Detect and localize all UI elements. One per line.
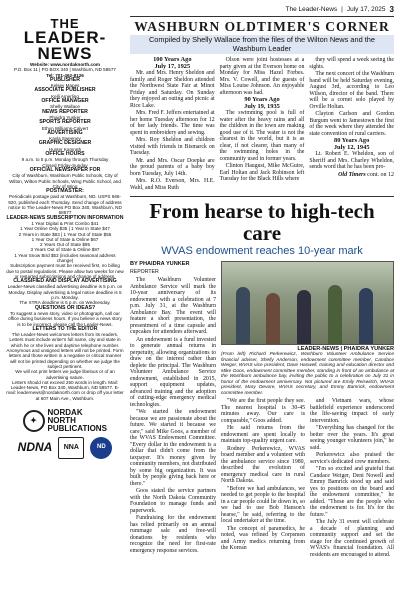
section-divider [130,196,394,197]
story-photo [221,261,394,345]
compass-icon: ✦ [23,410,45,432]
story-col-2 [221,398,305,559]
staff-role: NEWS REPORTER [42,108,88,115]
publisher-logos [6,409,124,459]
story-col-1-text [130,277,216,554]
oldtimer-col-2-text-b [220,110,305,183]
oldtimer-paragraph: Olson were joint hostesses at a party given at the Everson home on Monday for Miss Hazel Forbes. Mrs. V. Cowell, and the guests of Miss Louise Johnson. An enjoyable afternoon was had. [219,57,305,96]
info-line: We will not print letters we judge libelous or of an advertising nature. [15,369,115,380]
oldtimer-date: July 17, 1925 [154,62,191,70]
story-paragraph: The Washburn Volunteer Ambulance Service will mark the 10-year anniversary of its endowment with a celebration at 7 p.m. July 31, at the Washburn Ambulance Bay. The event will feature a short presentation, the presentment of a time capsule and cupcakes for attendees afterward. [130,277,216,336]
nna-logo: NNA [58,437,84,459]
story-paragraph: "We started the endowment because we are passionate about the future. We started it because we care," said Mike Goos, a member of the WVAS Endowment Committee. "Every dollar in the endowment is a dollar that didn't come from the taxpayer. It's money given by community members, not distributed by some big organization. It was built by people giving back here or there." [130,409,216,487]
info-line: City of Washburn, Washburn Public Schools, City of Wilton, Wilton Public Schools, Wing Public School, and City of Wing [9,173,121,189]
oldtimer-paragraph: The next concert of the Washburn band will be held Saturday evening, August 3rd, according to Leo Wilson, director of the band. There will be a cornet solo played by Orville Holtan. [309,71,395,110]
info-line: 1 Year Digital & Print Combo $41 [31,220,99,226]
staff-name: Ethyn Williams-Calvert [41,125,89,131]
story-paragraph: "I'm so excited and grateful that Candace Weiger, Deni Nowell and Emmy Bamrick stood up and said yes to positions on the board and the endowment committee," he added. "Those are the people who the endowment is for. It's for the future." [310,466,394,518]
oldtimer-columns [130,57,394,192]
story-col-1 [130,261,216,559]
oldtimer-paragraph: Mr. and Mrs. Oscar Doepke are the proud parents of a baby boy born Tuesday, July 14th. [130,157,215,177]
oldtimer-year-heading: 80 Years Ago [334,137,370,145]
oldtimer-paragraph: Mr. and Mrs. Henry Sheldon and family and Roger Sheldon attended the Northwest State Fair at Minot Friday and Saturday. On Sunday they enjoyed an outing and picnic at Rice Lake. [130,70,215,109]
info-line: To suggest a news story, video or photograph, call our office during business hours. If you believe a news story is to be incorrect, please call the Leader-News. [8,310,122,327]
oldtimer-paragraph: Mrs. R.O. Everson, Mrs. H.E. Wahl, and Miss Ruth [130,178,215,191]
staff-role: SPORTS REPORTER [39,119,91,126]
oldtimer-col-1 [130,57,215,192]
masthead-address: P.O. Box 11 | PO BOX 340 | Washburn, ND 58577 [14,67,116,73]
info-list [6,152,124,401]
info-heading: OFFICE HOURS [45,151,85,158]
info-heading: QUESTIONS OR IDEAS? [34,304,96,311]
staff-role: GRAPHIC DESIGNER [38,140,92,147]
oldtimer-paragraph: Mrs. Fred F. Jeffers entertained at her home Tuesday afternoon for 12 of her lady friends. The time was spent in embroidery and sewing. [130,110,215,136]
info-line: 2 Years in State $83 | 1 Year Out of State $55 [18,231,112,237]
page-number: 3 [389,4,394,14]
staff-name: Shelly Wallace [50,104,80,110]
byline: BY PHAIDRA YUNKER [130,261,190,268]
info-line: 1 Year Online Only $35 | 1 Year in State $47 [20,226,110,232]
photo-person [236,287,250,344]
running-head-date: July 17, 2025 [346,5,386,13]
story-paragraph: An endowment is a fund invested to generate annual returns in perpetuity, allowing organizations to draw on the interest rather than deplete the principal. The Washburn Volunteer Ambulance Service endowment, established in 2015, support equipment updates, advanced training and the adoption of cutting-edge emergency medical technologies. [130,336,216,408]
masthead-column [6,16,124,559]
oldtimer-paragraph: Mrs. Roy Sheldon and children visited with friends in Bismarck on Tuesday. [130,137,215,157]
oldtimer-col-1-text [130,70,215,191]
info-line: Subscription payment must be received first, no billing due to postal regulations. Please allow two weeks for new or restarted subscriptions and change of address. [6,263,124,279]
masthead-name: LEADER-NEWS [23,28,107,63]
photo-person [359,288,373,344]
info-heading: POSTMASTER: [46,188,84,195]
masthead-the: THE [50,16,80,31]
info-line: Closed Friday-Sunday [42,162,88,168]
info-line: 1 Year Out of State & Online $67 [31,236,99,242]
story-right [221,261,394,559]
story-paragraph: and Vietnam wars, whose battlefield experience underscored the life-saving impact of early intervention. [310,398,394,424]
story-deck: WVAS endowment reaches 10-year mark [161,245,363,258]
oldtimer-col-2-text [220,57,305,96]
story-paragraph: The July 31 event will celebrate a decade of planning and community support and set the stage for the continued growth of WVAS's financial foundation. All residents are encouraged to attend. [310,519,394,558]
photo-person [328,285,342,344]
story-paragraph: "We are the first people they see. The nearest hospital is 30-45 minutes away. Our care is comparable," Goos added. [221,398,305,424]
story-col-3 [310,398,394,559]
info-heading: LETTERS TO THE EDITOR [32,325,98,332]
staff-role: ASSOCIATE PUBLISHER [34,87,96,94]
staff-name: Kelli Amerling [51,93,79,99]
continued-label: Old Timers [338,171,366,178]
oldtimer-col-3 [309,57,394,192]
photo-caption: (From left) Richard Perkerewicz, Washburn Volunteer Ambulance Service financial adviser, Shelly Anderson, endowment committee member, Candace Weiger, WVAS vice president, Dave Haswell, training and education director and Mike Goos, endowment committee member, standing in front of an ambulance at the Washburn ambulance bay, inviting the public to a celebration on July 31 in honor of the endowment anniversary. Not pictured are Emily Reiswitch, WVAS president, Mary Devore, WVAS secretary, and Emmy Bamrick, endowment committee member. [221,352,394,396]
story-paragraph: He said returns from the endowment are spent locally to maintain top-quality urgent care. [221,425,305,445]
story-lower-cols [221,398,394,559]
oldtimer-date: July 19, 1935 [244,102,280,110]
oldtimer-col-3-text-b [309,151,394,171]
oldtimer-paragraph: Clayton Carlson and Gordon Burgum went to Jamestown the first of the week where they attended the state convention of rural carriers. [309,111,395,137]
staff-name: Phaidra Yunker [49,114,81,120]
ndna-logo: NDNA [17,440,53,455]
nordak-north-logo [23,409,108,433]
masthead-website[interactable]: Website: www.nordaknorth.com [30,62,100,67]
info-line: 2 Years Out of State $95 [39,242,91,248]
info-line: 9 a.m. to 5 p.m. Monday through Thursday [21,157,109,163]
staff-name: Kelsey Mapes [50,83,80,89]
running-head-publication: The Leader-News [285,5,338,13]
oldtimer-paragraph: The swimming pool is full of water after the heavy rains and all the children in the town are making good use of it. The water is not the clearest in the world, but it is as clear, if not clearer, than many of the swimming holes in the community used in former years. [219,110,305,162]
staff-name: Kayla Sweeney [49,136,81,142]
byline-role: REPORTER [130,268,159,275]
staff-list [6,78,124,152]
staff-role: PUBLISHER [50,76,80,83]
oldtimer-title: WASHBURN OLDTIMER'S CORNER [130,16,394,34]
info-line: The Leader-News welcomes letters from its readers. Letters must include writer's full name, city and state in which he or she lives and daytime telephone number. Anonymous and unsigned letters will not be printed. Form letters and those written in a negative or critical manner will not be printed depending on whether we judge the subject pertinent. [6,332,124,369]
photo-person [297,290,311,344]
info-line: Periodicals postage paid at Washburn, ND. USPS 666-920, published each Thursday. Send change of address notice to The Leader-News PO Box 340, Washburn, ND 58577 [8,194,122,216]
info-line: 3 Years Out of State & Online $97 [30,247,100,253]
staff-role: OFFICE MANAGER [41,98,89,105]
story-paragraph: The concept of paramedics, he noted, was refined by Corpsmen and Army medics returning from the Korean [221,525,305,552]
oldtimer-date: July 12, 1945 [333,143,370,151]
oldtimer-paragraph: they will spend a week seeing the sights. [309,57,395,70]
staff-role: ADVERTISING [47,129,83,136]
oldtimer-year-heading: 100 Years Ago [153,56,192,64]
masthead-phone: Tel: 701-462-8126 [46,72,84,78]
oldtimer-paragraph: Lt. Robert E. Wheldon, son of Sheriff and Mrs. Charley Wheldon, sends word that he has been pro- [309,151,395,171]
info-heading: LEADER-NEWS SUBSCRIPTION INFORMATION [6,214,124,221]
oldtimer-paragraph: Clinton Haugust, Mike McGuire, Earl Holtan and Jack Robinson left Tuesday for the Black Hills where [219,163,305,183]
oldtimer-col-2 [220,57,305,192]
continued-page: cont. on 12 [367,171,395,178]
nordak-north-text: NORDAK NORTH PUBLICATIONS [47,408,107,433]
oldtimer-subtitle: Compiled by Shelly Wallace from the files of the Wilton News and the Washburn Leader [130,35,394,54]
oldtimer-continued[interactable] [309,172,394,179]
info-heading: OFFICIAL NEWSPAPER FOR [29,166,101,173]
info-line: 1 Year Snow Bird $53 (includes seasonal address change) [14,252,116,263]
running-head: The Leader-News | July 17, 2025 3 [285,4,394,14]
story-headline: From hearse to high-tech care [149,199,375,246]
story-body [130,261,394,559]
main-content [130,16,394,559]
story-paragraph: "Everything has changed for the better over the years. It's great seeing younger volunteers join," he said. [310,425,394,451]
info-line: Leader-News classified advertising deadline is 5 p.m. on Monday. Display advertising & legal notice deadline is 5 p.m. Monday. [7,284,123,301]
nd-seal-logo: ND [90,437,112,459]
photo-credit: LEADER-NEWS | PHAIDRA YUNKER [297,346,394,353]
staff-name: Hunter Kamrath [48,146,82,152]
info-heading: CLASSIFIED AND DISPLAY ADVERTISING [13,278,117,285]
photo-person [266,293,280,344]
story-paragraph: Rodney Perkerewicz, WVAS board member and a volunteer with the ambulance service since 1980, described the evolution of emergency medical care in rural North Dakota. [221,445,305,485]
info-line: The XTRA deadline is 5 p.m. on Wednesday. [19,300,111,306]
oldtimer-year-heading: 90 Years Ago [244,96,280,104]
association-logos [18,437,113,459]
story-paragraph: Fundraising for the endowment has relied primarily on an annual rummage sale and free-will donations by residents who recognize the need for first-rate emergency response services. [130,515,216,554]
info-line: Letters should not exceed 250 words in length. Mail: Leader-News, PO Box 340, Washburn, ND 58577. E-mail: leadernews@nordaknorth.com or drop off your letter at 607 Main Ave., Washburn. [6,379,124,401]
oldtimer-col-3-text [309,57,394,137]
story-paragraph: Perkerewicz also praised the service's dedicated crew members. [310,452,394,465]
story-paragraph: "Before we had ambulances, we needed to get people to the hospital in a car people could lie down in, so we had to use Bob Hanson's hearse," he said, referring to the local undertaker at the time. [221,485,305,525]
story-paragraph: Goos stated the service partners with the North Dakota Community Foundation to manage funds and paperwork. [130,488,216,514]
